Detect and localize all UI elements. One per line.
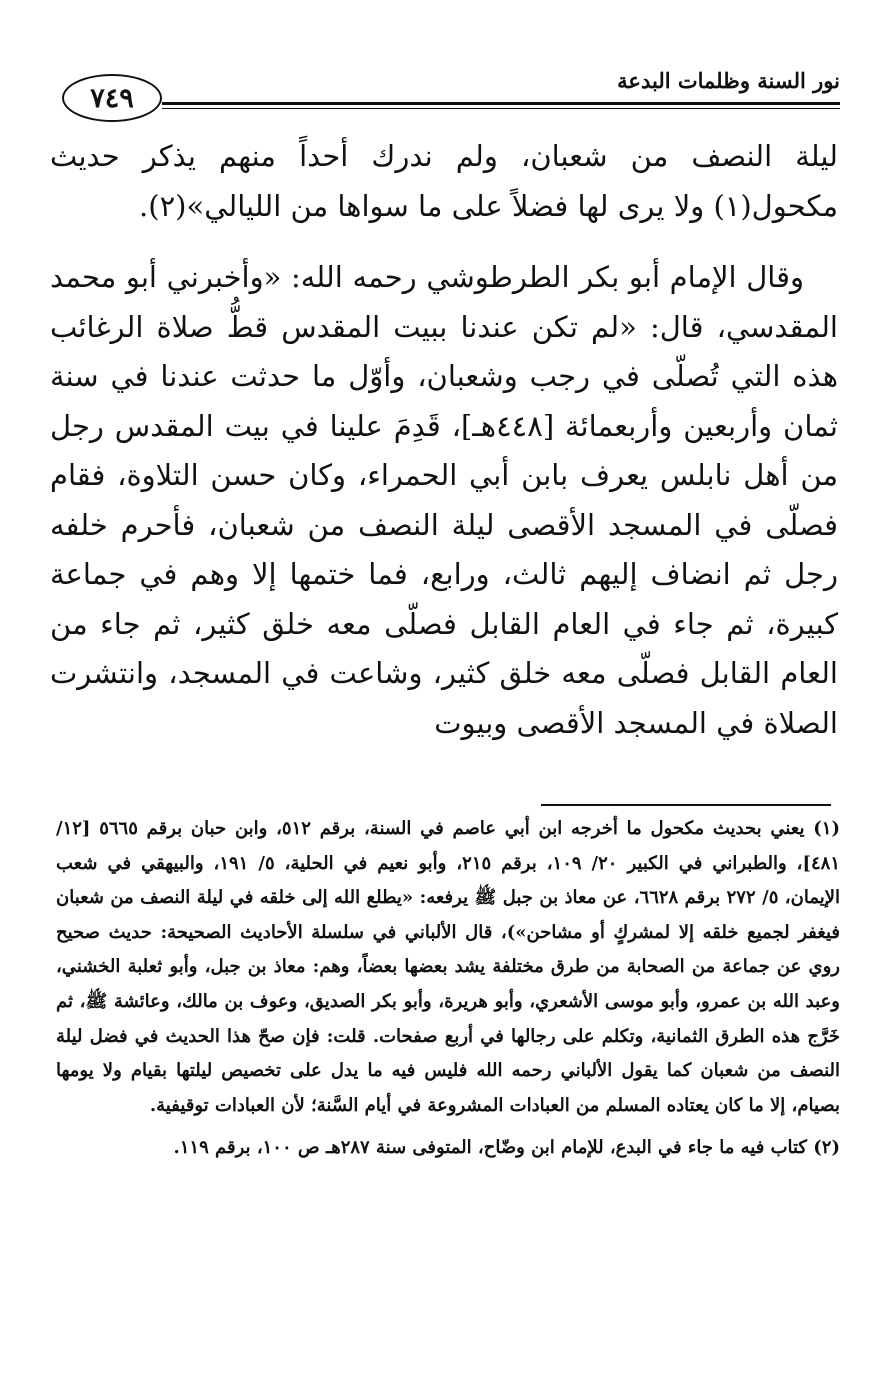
page-number-badge (62, 74, 162, 122)
running-title: نور السنة وظلمات البدعة (617, 68, 840, 93)
header-rule-thick (162, 102, 840, 105)
page-header (56, 66, 840, 136)
footnote-2: (٢) كتاب فيه ما جاء في البدع، للإمام ابن وضّاح، المتوفى سنة ٢٨٧هـ ص ١٠٠، برقم ١١٩. (173, 1137, 840, 1159)
page-number: ٧٤٩ (90, 82, 134, 114)
main-text (50, 132, 838, 748)
footnotes (56, 812, 840, 1166)
footnote-1: (١) يعني بحديث مكحول ما أخرجه ابن أبي عاصم في السنة، برقم ٥١٢، وابن حبان برقم ٥٦٦٥ [١٢/ ٤٨١]، والطبراني في الكبير ٢٠/ ١٠٩، برقم ٢١٥، وأبو نعيم في الحلية، ٥/ ١٩١، والبيهقي في شعب الإيمان، ٥/ ٢٧٢ برقم ٦٦٢٨، عن معاذ بن جبل ﷺ يرفعه: «يطلع الله إلى خلقه في ليلة النصف من شعبان فيغفر لجميع خلقه إلا لمشركٍ أو مشاحن»)، قال الألباني في سلسلة الأحاديث الصحيحة: حديث صحيح روي عن جماعة من الصحابة من طرق مختلفة يشد بعضها بعضاً، وهم: معاذ بن جبل، وأبو ثعلبة الخشني، وعبد الله بن عمرو، وأبو موسى الأشعري، وأبو هريرة، وأبو بكر الصديق، وعوف بن مالك، وعائشة ﷺ، ثم خَرَّج هذه الطرق الثمانية، وتكلم على رجالها في أربع صفحات. قلت: فإن صحّ هذا الحديث في فضل ليلة النصف من شعبان كما يقول الألباني رحمه الله فليس فيه ما يدل على تخصيص ليلتها بقيام ولا يومها بصيام، إلا ما كان يعتاده المسلم من العبادات المشروعة في أيام السَّنة؛ لأن العبادات توقيفية. (56, 818, 841, 1116)
footnote-separator (541, 804, 831, 806)
header-rule-thin (162, 108, 840, 109)
paragraph-tartushi: وقال الإمام أبو بكر الطرطوشي رحمه الله: «وأخبرني أبو محمد المقدسي، قال: «لم تكن عندنا ببيت المقدس قطُّ صلاة الرغائب هذه التي تُصلّى في رجب وشعبان، وأوّل ما حدثت عندنا في سنة ثمان وأربعين وأربعمائة [٤٤٨هـ]، قَدِمَ علينا في بيت المقدس رجل من أهل نابلس يعرف بابن أبي الحمراء، وكان حسن التلاوة، فقام فصلّى في المسجد الأقصى ليلة النصف من شعبان، فأحرم خلفه رجل ثم انضاف إليهم ثالث، ورابع، فما ختمها إلا وهم في جماعة كبيرة، ثم جاء في العام القابل فصلّى معه خلق كثير، ثم جاء من العام القابل فصلّى معه خلق كثير، وشاعت في المسجد، وانتشرت الصلاة في المسجد الأقصى وبيوت (50, 260, 838, 740)
paragraph-continued: ليلة النصف من شعبان، ولم ندرك أحداً منهم يذكر حديث مكحول(١) ولا يرى لها فضلاً على ما سواها من الليالي»(٢). (50, 139, 838, 223)
